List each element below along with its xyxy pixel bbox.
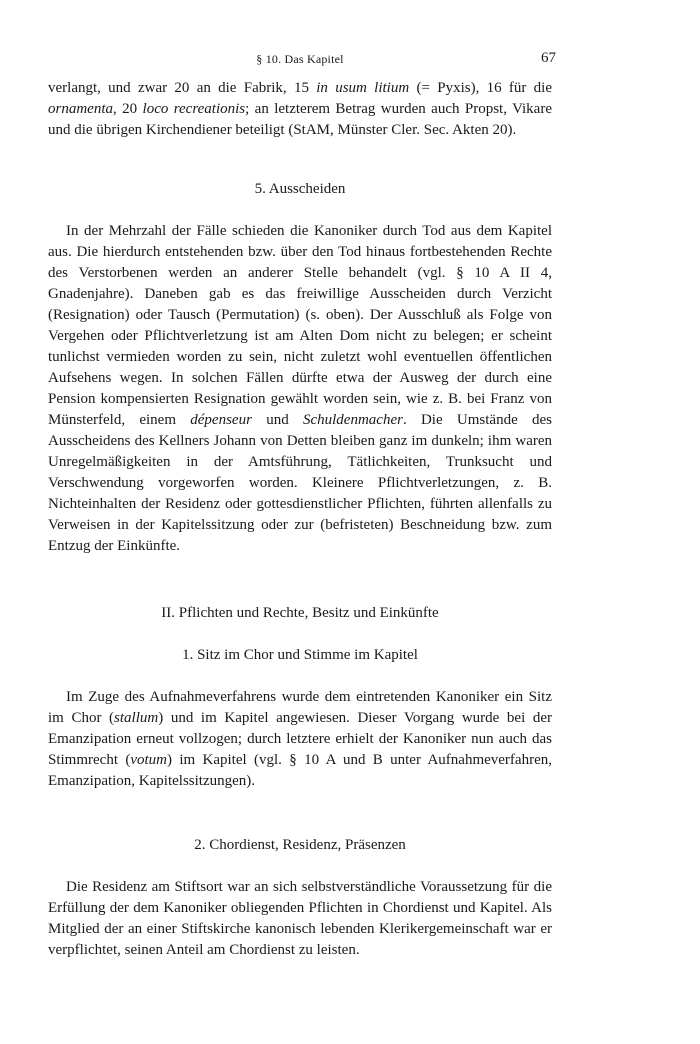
section-heading-ausscheiden: 5. Ausscheiden <box>254 181 346 197</box>
paragraph-sitz: Im Zuge des Aufnahmeverfahrens wurde dem eintretenden Kanoniker ein Sitz im Chor (stallum) und im Kapitel angewiesen. Dieser Vorgang wurde bei der Emanzipation erneut vollzogen; durch letztere erhielt der Kanoniker nun auch das Stimmrecht (votum) im Kapitel (vgl. § 10 A und B unter Aufnahmeverfahren, Emanzipation, Kapitelssitzungen). <box>48 689 552 789</box>
part-heading-pflichten: II. Pflichten und Rechte, Besitz und Einkünfte <box>161 605 439 621</box>
body-text <box>48 78 552 961</box>
page-number: 67 <box>541 50 556 66</box>
paragraph-ausscheiden: In der Mehrzahl der Fälle schieden die Kanoniker durch Tod aus dem Kapitel aus. Die hierdurch entstehenden bzw. über den Tod hinaus fortbestehenden Rechte des Verstorbenen werden an anderer Stelle behandelt (vgl. § 10 A II 4, Gnadenjahre). Daneben gab es das freiwillige Ausscheiden durch Verzicht (Resignation) oder Tausch (Permutation) (s. oben). Der Ausschluß als Folge von Vergehen oder Pflichtverletzung ist am Alten Dom nicht zu belegen; er scheint tunlichst vermieden worden zu sein, nicht zuletzt wohl eventuellen öffentlichen Aufsehens wegen. In solchen Fällen dürfte etwa der Ausweg der durch eine Pension kompensierten Resignation gewählt worden sein, wie z. B. bei Franz von Münsterfeld, einem dépenseur und Schuldenmacher. Die Umstände des Ausscheidens des Kellners Johann von Detten bleiben ganz im dunkeln; ihm waren Unregelmäßigkeiten in der Amtsführung, Tätlichkeiten, Trunksucht und Verschwendung vorgeworfen worden. Kleinere Pflichtverletzungen, z. B. Nichteinhalten der Residenz oder gottesdienstlicher Pflichten, führten allenfalls zu Verweisen in der Kapitelssitzung oder zur (befristeten) Beschneidung bzw. zum Entzug der Einkünfte. <box>48 223 552 554</box>
paragraph-continued: verlangt, und zwar 20 an die Fabrik, 15 in usum litium (= Pyxis), 16 für die ornamenta, 20 loco recreationis; an letzterem Betrag wurden auch Propst, Vikare und die übrigen Kirchendiener beteiligt (StAM, Münster Cler. Sec. Akten 20). <box>48 80 552 138</box>
paragraph-chordienst: Die Residenz am Stiftsort war an sich selbstverständliche Voraussetzung für die Erfüllung der dem Kanoniker obliegenden Pflichten in Chordienst und Kapitel. Als Mitglied der an einer Stiftskirche kanonisch lebenden Klerikergemeinschaft war er verpflichtet, seinen Anteil am Chordienst zu leisten. <box>48 879 552 958</box>
section-heading-chordienst: 2. Chordienst, Residenz, Präsenzen <box>194 837 406 853</box>
running-head: § 10. Das Kapitel <box>256 52 344 66</box>
section-heading-sitz: 1. Sitz im Chor und Stimme im Kapitel <box>182 647 418 663</box>
